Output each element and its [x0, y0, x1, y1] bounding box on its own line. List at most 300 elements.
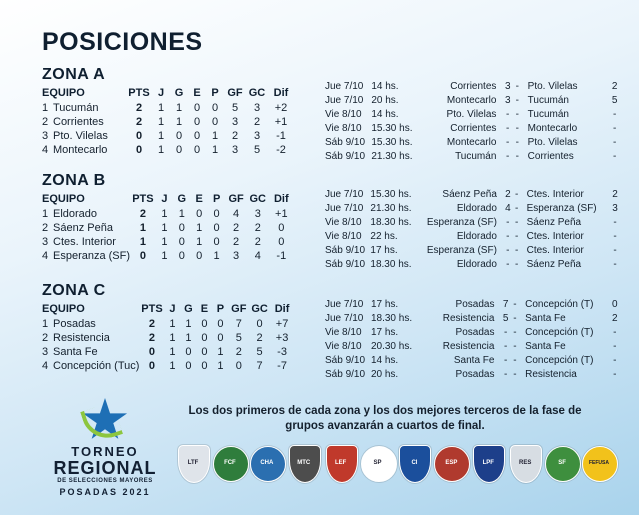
row-dif: -1: [276, 130, 286, 142]
row-j: 1: [169, 360, 176, 372]
fixture-home: Sáenz Peña: [442, 189, 497, 200]
row-gc: 4: [254, 250, 261, 262]
fixture-date: Jue 7/10: [325, 203, 364, 214]
row-gc: 3: [254, 208, 261, 220]
fixture-time: 20 hs.: [370, 369, 399, 380]
zone-a-title: ZONA A: [42, 66, 106, 83]
crest-ctes-interior: CI: [397, 444, 431, 482]
fixture-away: Resistencia: [525, 369, 577, 380]
fixture-home-score: -: [503, 341, 508, 352]
tournament-logo: [45, 398, 165, 497]
row-position: 1: [42, 318, 49, 330]
row-position: 2: [42, 332, 49, 344]
row-team: Posadas: [53, 318, 96, 330]
row-gf: 7: [235, 318, 242, 330]
row-pts: 0: [135, 130, 143, 142]
row-pts: 2: [148, 318, 156, 330]
fixture-time: 15.30 hs.: [370, 189, 412, 200]
fixture-home: Montecarlo: [446, 95, 497, 106]
fixture-home: Eldorado: [456, 203, 497, 214]
col-j: J: [169, 303, 176, 315]
row-p: 0: [213, 222, 220, 234]
fixture-row: [325, 368, 620, 382]
logo-line-1: TORNEO: [71, 444, 139, 459]
fixture-date: Vie 8/10: [325, 341, 362, 352]
row-p: 0: [213, 236, 220, 248]
fixture-home-score: 5: [502, 313, 509, 324]
col-pts: PTS: [128, 87, 150, 99]
fixture-separator: -: [515, 109, 520, 120]
row-j: 1: [161, 208, 168, 220]
fixture-row: [325, 108, 620, 122]
row-team: Sáenz Peña: [53, 222, 113, 234]
row-p: 1: [217, 346, 224, 358]
fixture-home: Montecarlo: [446, 137, 497, 148]
fixture-separator: -: [513, 369, 517, 380]
crest-pto-vilelas: CHA: [250, 444, 284, 482]
row-gf: 0: [235, 360, 242, 372]
row-j: 1: [161, 222, 168, 234]
col-dif: Dif: [273, 193, 289, 205]
logo-graphic: [45, 398, 165, 444]
table-row: [42, 115, 294, 129]
zone-a-standings: [42, 66, 312, 157]
row-g: 0: [175, 144, 183, 156]
fixture-row: [325, 258, 620, 272]
fixture-away: Corrientes: [527, 151, 574, 162]
fixture-home-score: -: [506, 217, 510, 228]
col-j: J: [161, 193, 168, 205]
fixture-away-score: 2: [612, 313, 618, 324]
row-e: 0: [201, 360, 208, 372]
row-gf: 5: [235, 332, 242, 344]
fixture-home: Esperanza (SF): [426, 245, 497, 256]
row-gf: 3: [231, 144, 239, 156]
row-dif: +3: [275, 332, 289, 344]
fixture-separator: -: [513, 327, 517, 338]
standings-table-a: [42, 86, 294, 157]
fixture-row: [325, 188, 620, 202]
fixture-date: Sáb 9/10: [325, 137, 366, 148]
crest-tucuman: LTF: [176, 444, 210, 482]
fixture-date: Vie 8/10: [325, 109, 362, 120]
col-p: P: [211, 87, 219, 99]
fixture-home-score: -: [503, 355, 508, 366]
fixtures-table-c: [325, 298, 620, 382]
fixture-row: [325, 80, 620, 94]
fixture-separator: -: [515, 203, 519, 214]
row-j: 1: [161, 236, 168, 248]
fixture-home: Pto. Vilelas: [446, 109, 497, 120]
crest-corrientes: FCF: [213, 444, 247, 482]
fixture-separator: -: [515, 95, 520, 106]
row-dif: -1: [276, 250, 287, 262]
col-g: G: [177, 193, 187, 205]
col-gc: GC: [249, 193, 266, 205]
table-row: [42, 101, 294, 115]
fixture-home-score: -: [506, 109, 510, 120]
row-pts: 0: [135, 144, 143, 156]
fixture-home-score: -: [503, 327, 508, 338]
row-position: 3: [42, 236, 49, 248]
fixture-separator: -: [515, 151, 520, 162]
fixture-row: [325, 244, 620, 258]
fixture-away: Pto. Vilelas: [527, 137, 578, 148]
table-header-row: [42, 192, 294, 207]
row-p: 1: [213, 250, 220, 262]
fixture-time: 14 hs.: [371, 81, 399, 92]
fixtures-zone-a: [325, 80, 620, 164]
fixture-away-score: -: [613, 217, 617, 228]
fixture-home-score: 7: [502, 299, 509, 310]
fixture-row: [325, 312, 620, 326]
logo-line-4: POSADAS 2021: [59, 487, 151, 497]
fixture-away: Tucumán: [527, 109, 569, 120]
row-j: 1: [169, 318, 176, 330]
fixture-home-score: -: [503, 369, 508, 380]
row-e: 0: [193, 102, 201, 114]
col-gc: GC: [251, 303, 268, 315]
row-dif: 0: [278, 222, 285, 234]
zone-c-title: ZONA C: [42, 282, 106, 299]
crest-strip: [176, 440, 616, 486]
fixture-row: [325, 298, 620, 312]
col-equipo: EQUIPO: [42, 303, 85, 315]
fixture-separator: -: [515, 81, 520, 92]
col-gc: GC: [248, 87, 266, 99]
fixture-home-score: -: [506, 259, 510, 270]
fixture-date: Jue 7/10: [325, 189, 364, 200]
row-gc: 5: [256, 346, 263, 358]
row-pts: 1: [139, 236, 146, 248]
row-gc: 2: [253, 116, 261, 128]
fixture-home: Eldorado: [456, 231, 497, 242]
row-gf: 2: [233, 222, 240, 234]
row-g: 1: [185, 332, 192, 344]
fixture-separator: -: [515, 189, 519, 200]
row-pts: 0: [148, 360, 156, 372]
row-team: Ctes. Interior: [53, 236, 116, 248]
fixture-time: 14 hs.: [371, 109, 399, 120]
fixture-away-score: 2: [612, 189, 618, 200]
col-p: P: [212, 193, 221, 205]
row-pts: 2: [148, 332, 156, 344]
fixture-away: Esperanza (SF): [526, 203, 597, 214]
row-e: 0: [201, 332, 208, 344]
crest-montecarlo: MTC: [287, 444, 321, 482]
fixture-home: Tucumán: [455, 151, 497, 162]
fixture-away-score: 5: [611, 95, 618, 106]
col-gf: GF: [228, 193, 244, 205]
fixture-separator: -: [515, 123, 520, 134]
row-e: 0: [201, 346, 208, 358]
swoosh-icon: [80, 402, 123, 445]
fixture-date: Sáb 9/10: [325, 151, 366, 162]
fixture-away-score: -: [613, 245, 617, 256]
fixture-away: Concepción (T): [525, 355, 594, 366]
fixture-home-score: -: [506, 231, 510, 242]
row-e: 0: [193, 144, 201, 156]
col-e: E: [193, 87, 201, 99]
zone-b-standings: [42, 172, 312, 263]
fixture-time: 21.30 hs.: [370, 203, 412, 214]
row-team: Corrientes: [53, 116, 104, 128]
fixture-away-score: -: [612, 137, 617, 148]
row-team: Eldorado: [53, 208, 98, 220]
fixture-away-score: -: [612, 109, 617, 120]
fixture-date: Jue 7/10: [325, 313, 364, 324]
row-gf: 2: [235, 346, 242, 358]
fixture-row: [325, 340, 620, 354]
row-gc: 2: [254, 222, 261, 234]
fixture-away: Tucumán: [527, 95, 569, 106]
fixture-home: Resistencia: [442, 313, 495, 324]
fixture-separator: -: [513, 313, 517, 324]
fixture-date: Sáb 9/10: [325, 259, 366, 270]
crest-posadas: LPF: [471, 444, 505, 482]
table-row: [42, 249, 294, 263]
col-g: G: [174, 87, 184, 99]
row-position: 4: [42, 250, 49, 262]
crest-esperanza: ESP: [434, 444, 468, 482]
row-team: Tucumán: [53, 102, 99, 114]
fixture-away-score: 2: [611, 81, 618, 92]
row-g: 0: [175, 130, 183, 142]
row-gf: 2: [231, 130, 239, 142]
fixture-time: 15.30 hs.: [371, 123, 413, 134]
fixture-separator: -: [515, 137, 520, 148]
fixture-home-score: 3: [504, 95, 511, 106]
row-gf: 3: [231, 116, 239, 128]
fixture-away: Ctes. Interior: [526, 245, 584, 256]
fixture-date: Vie 8/10: [325, 123, 362, 134]
fixture-row: [325, 150, 620, 164]
fixture-time: 22 hs.: [370, 231, 398, 242]
row-gc: 3: [253, 130, 261, 142]
row-g: 1: [175, 102, 183, 114]
row-p: 0: [217, 332, 224, 344]
row-j: 1: [169, 346, 176, 358]
row-pts: 2: [139, 208, 146, 220]
col-j: J: [157, 87, 165, 99]
fixtures-zone-c: [325, 298, 620, 382]
row-gf: 4: [233, 208, 240, 220]
row-g: 0: [185, 346, 192, 358]
row-j: 1: [161, 250, 168, 262]
fixture-home-score: 2: [505, 189, 511, 200]
fixture-away-score: -: [613, 341, 617, 352]
row-g: 0: [178, 236, 185, 248]
fixture-row: [325, 326, 620, 340]
crest-resistencia: RES: [508, 444, 542, 482]
fixture-date: Vie 8/10: [325, 231, 362, 242]
fixture-away-score: 0: [612, 299, 618, 310]
page-title: POSICIONES: [42, 28, 203, 56]
table-row: [42, 207, 294, 221]
fixture-time: 18.30 hs.: [370, 313, 413, 324]
row-j: 1: [157, 144, 165, 156]
row-j: 1: [157, 116, 165, 128]
fixture-away-score: 3: [612, 203, 618, 214]
col-gf: GF: [227, 87, 243, 99]
row-dif: -2: [276, 144, 286, 156]
table-row: [42, 235, 294, 249]
row-position: 2: [42, 116, 49, 128]
row-pts: 0: [139, 250, 146, 262]
row-g: 1: [178, 208, 185, 220]
col-p: P: [216, 303, 225, 315]
row-gf: 3: [233, 250, 240, 262]
row-e: 0: [201, 318, 208, 330]
row-pts: 2: [135, 116, 143, 128]
row-pts: 1: [139, 222, 146, 234]
row-j: 1: [169, 332, 176, 344]
table-row: [42, 359, 294, 373]
fixture-away: Montecarlo: [527, 123, 578, 134]
row-position: 1: [42, 102, 49, 114]
fixture-date: Vie 8/10: [325, 327, 362, 338]
row-dif: +7: [275, 318, 289, 330]
row-p: 0: [211, 102, 219, 114]
fixture-time: 20.30 hs.: [370, 341, 413, 352]
row-p: 1: [211, 144, 219, 156]
fixture-time: 20 hs.: [371, 95, 399, 106]
col-e: E: [200, 303, 209, 315]
fixture-home-score: -: [506, 151, 510, 162]
table-row: [42, 331, 294, 345]
fixture-home: Posadas: [455, 299, 495, 310]
col-pts: PTS: [141, 303, 163, 315]
table-row: [42, 129, 294, 143]
row-gc: 7: [256, 360, 263, 372]
standings-table-c: [42, 302, 294, 373]
fixture-home: Corrientes: [450, 81, 497, 92]
row-dif: +2: [274, 102, 288, 114]
fixture-date: Sáb 9/10: [325, 245, 366, 256]
fixture-home-score: 4: [505, 203, 511, 214]
fixtures-zone-b: [325, 188, 620, 272]
col-e: E: [195, 193, 203, 205]
fixture-time: 17 hs.: [370, 245, 398, 256]
fixture-home-score: -: [506, 245, 510, 256]
row-g: 1: [175, 116, 183, 128]
row-p: 0: [213, 208, 220, 220]
fixture-home-score: -: [506, 137, 510, 148]
row-position: 2: [42, 222, 49, 234]
crest-santa-fe: SF: [545, 444, 579, 482]
fixture-date: Jue 7/10: [325, 299, 364, 310]
row-gc: 5: [253, 144, 261, 156]
row-team: Concepción (Tuc): [53, 360, 140, 372]
row-position: 4: [42, 360, 49, 372]
row-gc: 2: [256, 332, 263, 344]
row-dif: 0: [278, 236, 285, 248]
row-gf: 2: [233, 236, 240, 248]
fixture-home-score: -: [506, 123, 510, 134]
fixture-away: Ctes. Interior: [526, 189, 584, 200]
fixture-separator: -: [515, 231, 519, 242]
fixture-home: Santa Fe: [453, 355, 495, 366]
row-team: Santa Fe: [53, 346, 98, 358]
fixture-time: 18.30 hs.: [370, 217, 412, 228]
fixture-separator: -: [515, 217, 519, 228]
row-p: 0: [211, 116, 219, 128]
row-team: Pto. Vilelas: [53, 130, 108, 142]
fixture-time: 18.30 hs.: [370, 259, 412, 270]
fixture-away: Santa Fe: [525, 341, 566, 352]
fixture-separator: -: [515, 259, 519, 270]
row-gc: 3: [253, 102, 261, 114]
row-p: 0: [217, 318, 224, 330]
fixture-row: [325, 136, 620, 150]
col-gf: GF: [231, 303, 247, 315]
crest-eldorado: LEF: [324, 444, 358, 482]
row-p: 1: [211, 130, 219, 142]
row-pts: 2: [135, 102, 143, 114]
fixture-away: Sáenz Peña: [526, 259, 582, 270]
table-header-row: [42, 302, 294, 317]
fixture-time: 15.30 hs.: [371, 137, 413, 148]
fixture-time: 17 hs.: [370, 299, 399, 310]
fixture-away-score: -: [613, 327, 617, 338]
fixture-away: Sáenz Peña: [526, 217, 582, 228]
fixture-time: 17 hs.: [370, 327, 399, 338]
row-e: 0: [196, 250, 203, 262]
table-row: [42, 317, 294, 331]
fixture-row: [325, 354, 620, 368]
row-e: 1: [196, 236, 203, 248]
fixture-row: [325, 202, 620, 216]
row-g: 0: [185, 360, 192, 372]
fixture-home: Corrientes: [450, 123, 497, 134]
fixture-date: Jue 7/10: [325, 81, 364, 92]
row-gf: 5: [231, 102, 239, 114]
table-row: [42, 345, 294, 359]
row-pts: 0: [148, 346, 156, 358]
fixture-away: Ctes. Interior: [526, 231, 584, 242]
row-dif: -7: [277, 360, 287, 372]
row-team: Montecarlo: [53, 144, 108, 156]
row-e: 0: [193, 130, 201, 142]
row-position: 1: [42, 208, 49, 220]
row-team: Esperanza (SF): [53, 250, 131, 262]
row-position: 3: [42, 130, 49, 142]
fixture-separator: -: [513, 355, 517, 366]
row-gc: 2: [254, 236, 261, 248]
fixture-away: Concepción (T): [525, 327, 594, 338]
row-gc: 0: [256, 318, 263, 330]
table-row: [42, 221, 294, 235]
fixture-away-score: -: [613, 231, 617, 242]
col-dif: Dif: [273, 87, 289, 99]
col-pts: PTS: [132, 193, 154, 205]
row-position: 3: [42, 346, 49, 358]
row-e: 1: [196, 222, 203, 234]
fixture-separator: -: [513, 341, 517, 352]
row-j: 1: [157, 102, 165, 114]
fixtures-table-b: [325, 188, 620, 272]
logo-line-3: DE SELECCIONES MAYORES: [57, 478, 153, 484]
fixture-away-score: -: [613, 369, 617, 380]
col-g: G: [184, 303, 193, 315]
fixture-date: Jue 7/10: [325, 95, 364, 106]
fixture-away: Santa Fe: [525, 313, 566, 324]
zone-b-title: ZONA B: [42, 172, 106, 189]
fixture-away-score: -: [613, 355, 617, 366]
fixture-home-score: 3: [504, 81, 511, 92]
zone-c-standings: [42, 282, 312, 373]
fixture-home: Eldorado: [456, 259, 497, 270]
